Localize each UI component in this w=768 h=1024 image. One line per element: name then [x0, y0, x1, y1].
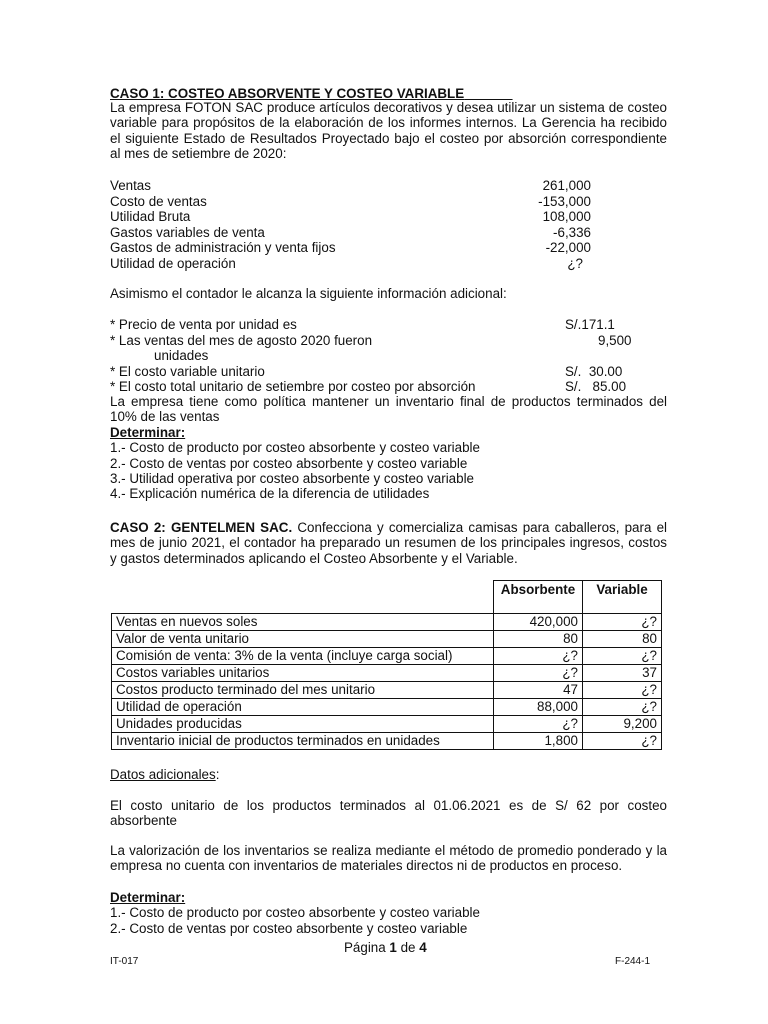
info-label: * Precio de venta por unidad es [110, 317, 297, 332]
table-row [112, 682, 662, 699]
caso1-title-text: CASO 1: COSTEO ABSORVENTE Y COSTEO VARIABLE [110, 86, 465, 101]
estado-label: Gastos variables de venta [110, 224, 265, 240]
estado-row [110, 256, 667, 272]
footer-left-code: IT-017 [110, 956, 139, 967]
caso1-determinar-item: 1.- Costo de producto por costeo absorbente y costeo variable [110, 440, 480, 456]
info-value: S/.171.1 [565, 317, 615, 332]
caso1-determinar [110, 425, 667, 501]
info-row [110, 379, 667, 395]
row-variable: ¿? [583, 682, 662, 699]
row-variable: 37 [583, 665, 662, 682]
caso1-determinar-label: Determinar: [110, 425, 186, 440]
caso1-info-intro: Asimismo el contador le alcanza la siguiente información adicional: [110, 286, 507, 301]
table-row [112, 699, 662, 716]
caso2-datos-colon: : [215, 767, 220, 782]
caso1-determinar-item: 3.- Utilidad operativa por costeo absorbente y costeo variable [110, 470, 474, 486]
table-row [112, 665, 662, 682]
row-absorbente: 1,800 [494, 733, 583, 750]
estado-label: Gastos de administración y venta fijos [110, 240, 336, 255]
estado-row [110, 225, 667, 241]
row-absorbente: 88,000 [494, 699, 583, 716]
caso1-info [110, 317, 667, 395]
info-row [110, 317, 667, 333]
row-label: Comisión de venta: 3% de la venta (incluye carga social) [112, 648, 494, 665]
caso1-title-pad [464, 86, 512, 101]
row-label: Unidades producidas [112, 716, 494, 733]
row-variable: ¿? [583, 733, 662, 750]
caso2-intro [110, 520, 667, 566]
estado-row [110, 240, 667, 256]
info-row [110, 348, 667, 364]
page-prefix: Página [344, 940, 390, 955]
estado-value: ¿? [567, 255, 583, 271]
row-label: Costos producto terminado del mes unitario [112, 682, 494, 699]
row-absorbente: 80 [494, 631, 583, 648]
info-label: * El costo total unitario de setiembre por costeo por absorción [110, 379, 476, 394]
caso2-determinar-item: 1.- Costo de producto por costeo absorbente y costeo variable [110, 905, 480, 921]
table-row [112, 614, 662, 631]
estado-label: Costo de ventas [110, 193, 207, 209]
estado-row [110, 178, 667, 194]
info-label: * Las ventas del mes de agosto 2020 fueron [110, 332, 373, 348]
caso2-dato2: La valorización de los inventarios se realiza mediante el método de promedio ponderado y la empresa no cuenta con inventarios de materiales directos ni de productos en proceso. [110, 843, 667, 874]
row-variable: ¿? [583, 648, 662, 665]
row-absorbente: 420,000 [494, 614, 583, 631]
estado-value: 261,000 [542, 178, 591, 193]
row-absorbente: ¿? [494, 665, 583, 682]
page-number [344, 940, 427, 955]
info-label: unidades [154, 348, 209, 363]
caso1-determinar-item: 2.- Costo de ventas por costeo absorbente y costeo variable [110, 455, 468, 471]
table-row [112, 733, 662, 750]
row-label: Utilidad de operación [112, 699, 494, 716]
estado-value: -22,000 [545, 240, 591, 255]
info-value: 9,500 [598, 332, 632, 348]
row-absorbente: 47 [494, 682, 583, 699]
caso1-determinar-item: 4.- Explicación numérica de la diferencia de utilidades [110, 486, 430, 502]
caso2-determinar-item: 2.- Costo de ventas por costeo absorbente y costeo variable [110, 920, 468, 936]
estado-label: Utilidad de operación [110, 255, 236, 271]
caso2-datos-label: Datos adicionales [110, 767, 216, 782]
footer-right-code: F-244-1 [615, 956, 651, 967]
row-label: Costos variables unitarios [112, 665, 494, 682]
table-row [112, 716, 662, 733]
row-label: Inventario inicial de productos terminados en unidades [112, 733, 494, 750]
info-row [110, 364, 667, 380]
caso2-intro-text: Confecciona y comercializa camisas para caballeros, para el mes de junio 2021, el contador ha preparado un resumen de los principales ingresos, costos y gastos determinados aplicando el Costeo Absorbente y el Variable. [110, 520, 668, 566]
row-variable: 9,200 [583, 716, 662, 733]
estado-label: Ventas [110, 178, 151, 193]
caso2-title: CASO 2: GENTELMEN SAC. [110, 520, 293, 535]
column-header-absorbente: Absorbente [494, 581, 583, 614]
page-total: 4 [419, 940, 427, 955]
caso1-intro: La empresa FOTON SAC produce artículos decorativos y desea utilizar un sistema de costeo variable para propósitos de la elaboración de los informes internos. La Gerencia ha recibido el siguiente Estado de Resultados Proyectado bajo el costeo por absorción correspondiente al mes de setiembre de 2020: [110, 100, 667, 161]
page-mid: de [396, 940, 420, 955]
caso2-table [111, 580, 662, 750]
table-row [112, 648, 662, 665]
caso1-title [110, 86, 667, 101]
info-row [110, 333, 667, 349]
table-row [112, 631, 662, 648]
row-variable: ¿? [583, 614, 662, 631]
info-label: * El costo variable unitario [110, 363, 265, 379]
caso2-determinar-label: Determinar: [110, 890, 186, 905]
table-header-row [112, 581, 662, 614]
estado-row [110, 209, 667, 225]
caso2-dato1: El costo unitario de los productos terminados al 01.06.2021 es de S/ 62 por costeo absorbente [110, 798, 667, 829]
page-current: 1 [389, 940, 397, 955]
row-label: Valor de venta unitario [112, 631, 494, 648]
row-absorbente: ¿? [494, 648, 583, 665]
row-absorbente: ¿? [494, 716, 583, 733]
caso2-determinar [110, 890, 667, 936]
estado-value: -6,336 [553, 224, 591, 240]
estado-value: 108,000 [542, 209, 591, 224]
column-header-variable: Variable [583, 581, 662, 614]
info-value: S/. 85.00 [565, 379, 627, 394]
estado-row [110, 194, 667, 210]
row-variable: 80 [583, 631, 662, 648]
row-variable: ¿? [583, 699, 662, 716]
row-label: Ventas en nuevos soles [112, 614, 494, 631]
estado-label: Utilidad Bruta [110, 209, 191, 224]
caso1-estado [110, 178, 667, 271]
caso2-datos-adicionales [110, 767, 667, 782]
caso1-politica: La empresa tiene como política mantener un inventario final de productos terminados del 10% de las ventas [110, 394, 667, 425]
info-value: S/. 30.00 [565, 363, 623, 379]
estado-value: -153,000 [538, 193, 591, 209]
